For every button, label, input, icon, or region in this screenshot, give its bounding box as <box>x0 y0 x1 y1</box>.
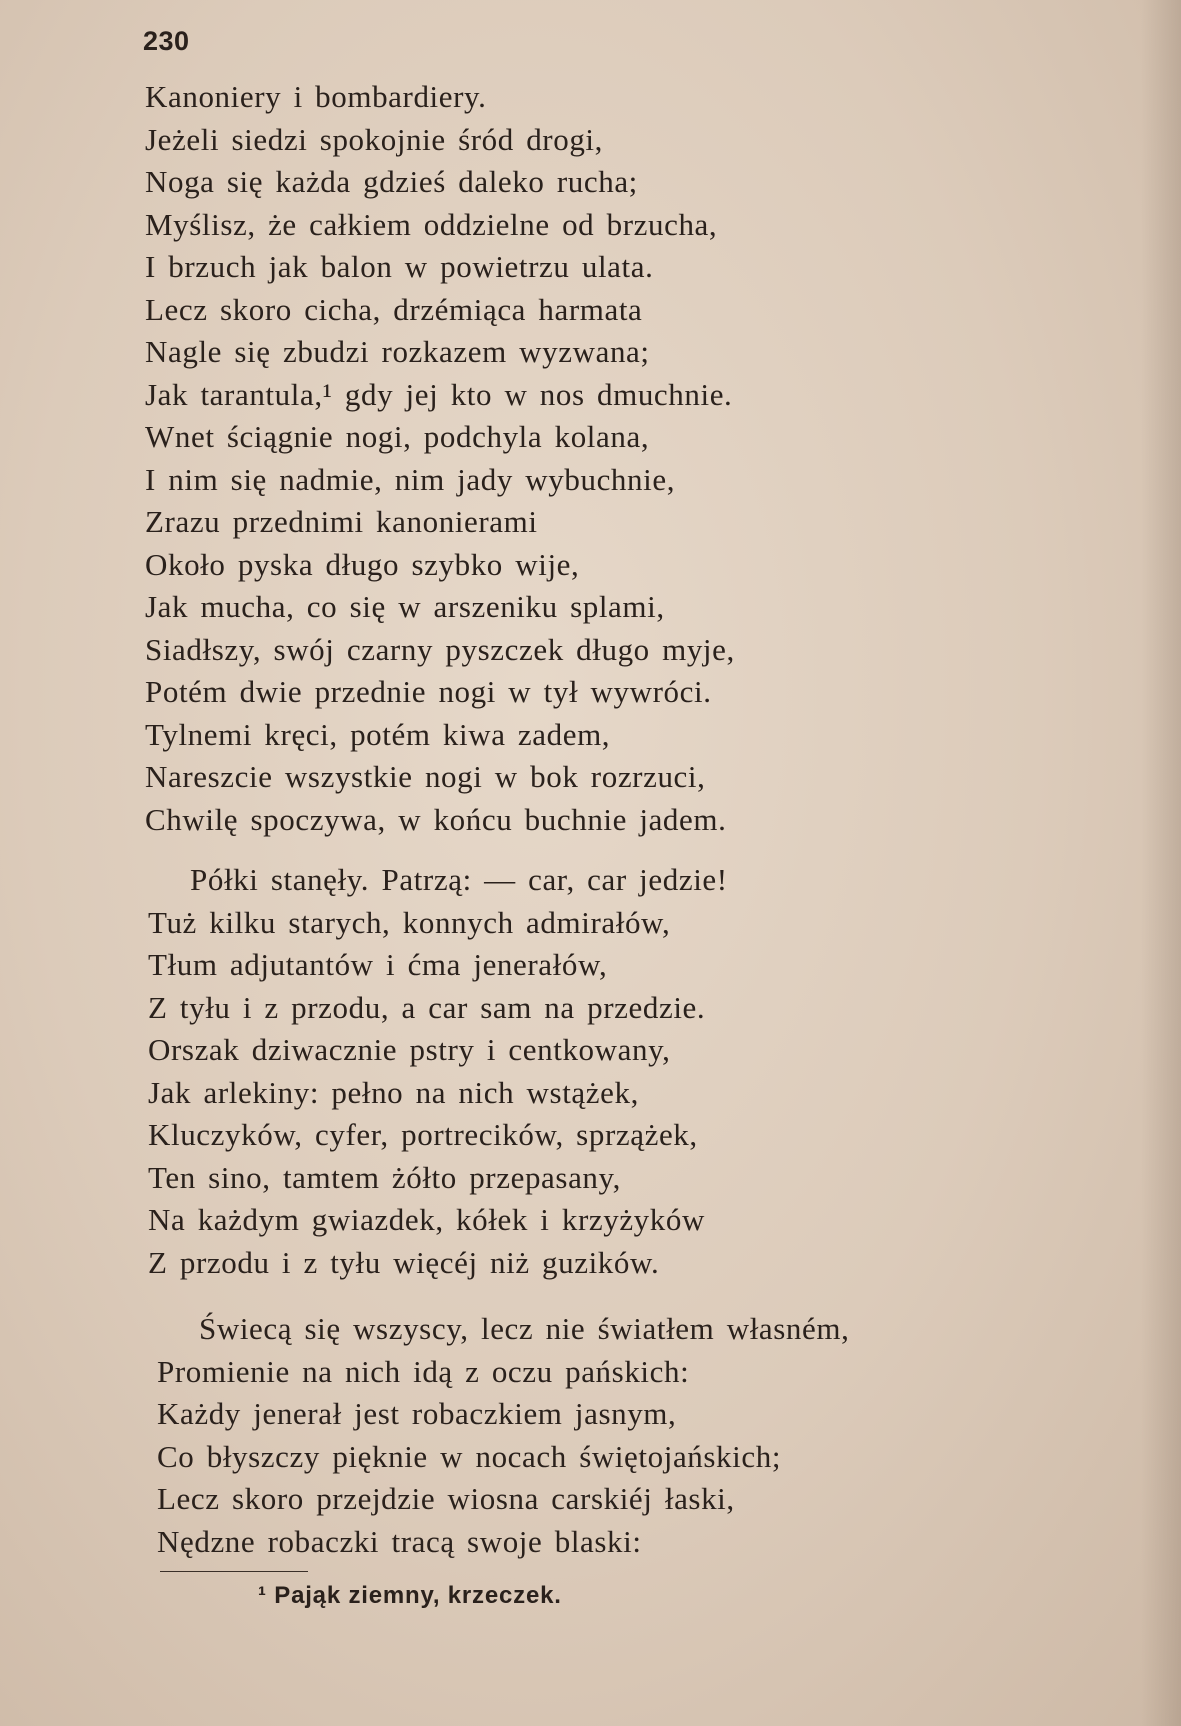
verse-line: Myślisz, że całkiem oddzielne od brzucha, <box>145 206 718 242</box>
verse-line: Ten sino, tamtem żółto przepasany, <box>148 1159 621 1195</box>
verse-line: Nagle się zbudzi rozkazem wyzwana; <box>145 334 650 369</box>
verse-line: Tylnemi kręci, potém kiwa zadem, <box>145 716 611 752</box>
footnote: ¹ Pająk ziemny, krzeczek. <box>258 1582 562 1609</box>
verse-line: Lecz skoro cicha, drzémiąca harmata <box>145 291 643 327</box>
verse-line: Promienie na nich idą z oczu pańskich: <box>157 1353 690 1389</box>
verse-line: Potém dwie przednie nogi w tył wywróci. <box>145 674 712 709</box>
verse-line: Jak arlekiny: pełno na nich wstążek, <box>148 1074 639 1110</box>
verse-line: Jak tarantula,¹ gdy jej kto w nos dmuchnie. <box>145 376 733 412</box>
verse-line: Świecą się wszyscy, lecz nie światłem własném, <box>199 1311 850 1346</box>
verse-line: Zrazu przednimi kanonierami <box>145 504 538 539</box>
verse-line: I nim się nadmie, nim jady wybuchnie, <box>145 461 676 497</box>
verse-line: Z tyłu i z przodu, a car sam na przedzie. <box>148 989 706 1025</box>
verse-line: Co błyszczy pięknie w nocach świętojańskich; <box>157 1438 782 1474</box>
verse-line: Siadłszy, swój czarny pyszczek długo myje, <box>145 631 735 667</box>
verse-line: Tuż kilku starych, konnych admirałów, <box>148 904 671 940</box>
verse-line: I brzuch jak balon w powietrzu ulata. <box>145 249 654 284</box>
verse-line: Z przodu i z tyłu więcéj niż guzików. <box>148 1244 660 1280</box>
verse-line: Nareszcie wszystkie nogi w bok rozrzuci, <box>145 759 706 794</box>
verse-line: Półki stanęły. Patrzą: — car, car jedzie! <box>190 862 728 897</box>
footnote-divider <box>160 1571 308 1572</box>
stanza-3 <box>157 1308 849 1563</box>
verse-line: Jak mucha, co się w arszeniku splami, <box>145 589 665 624</box>
verse-line: Noga się każda gdzieś daleko rucha; <box>145 164 638 199</box>
verse-line: Kanoniery i bombardiery. <box>145 79 487 114</box>
verse-line: Orszak dziwacznie pstry i centkowany, <box>148 1032 671 1067</box>
verse-line: Około pyska długo szybko wije, <box>145 546 580 582</box>
verse-line: Jeżeli siedzi spokojnie śród drogi, <box>145 121 603 157</box>
verse-line: Lecz skoro przejdzie wiosna carskiéj łaski, <box>157 1481 735 1516</box>
verse-line: Tłum adjutantów i ćma jenerałów, <box>148 947 608 982</box>
verse-line: Każdy jenerał jest robaczkiem jasnym, <box>157 1396 677 1431</box>
page-edge-shadow <box>1141 0 1181 1726</box>
page-number: 230 <box>143 26 190 56</box>
verse-line: Kluczyków, cyfer, portrecików, sprzążek, <box>148 1117 698 1152</box>
stanza-1 <box>145 76 735 841</box>
verse-line: Wnet ściągnie nogi, podchyla kolana, <box>145 419 650 454</box>
stanza-2 <box>148 859 728 1284</box>
verse-line: Chwilę spoczywa, w końcu buchnie jadem. <box>145 801 727 837</box>
verse-line: Nędzne robaczki tracą swoje blaski: <box>157 1523 642 1559</box>
verse-line: Na każdym gwiazdek, kółek i krzyżyków <box>148 1202 705 1237</box>
